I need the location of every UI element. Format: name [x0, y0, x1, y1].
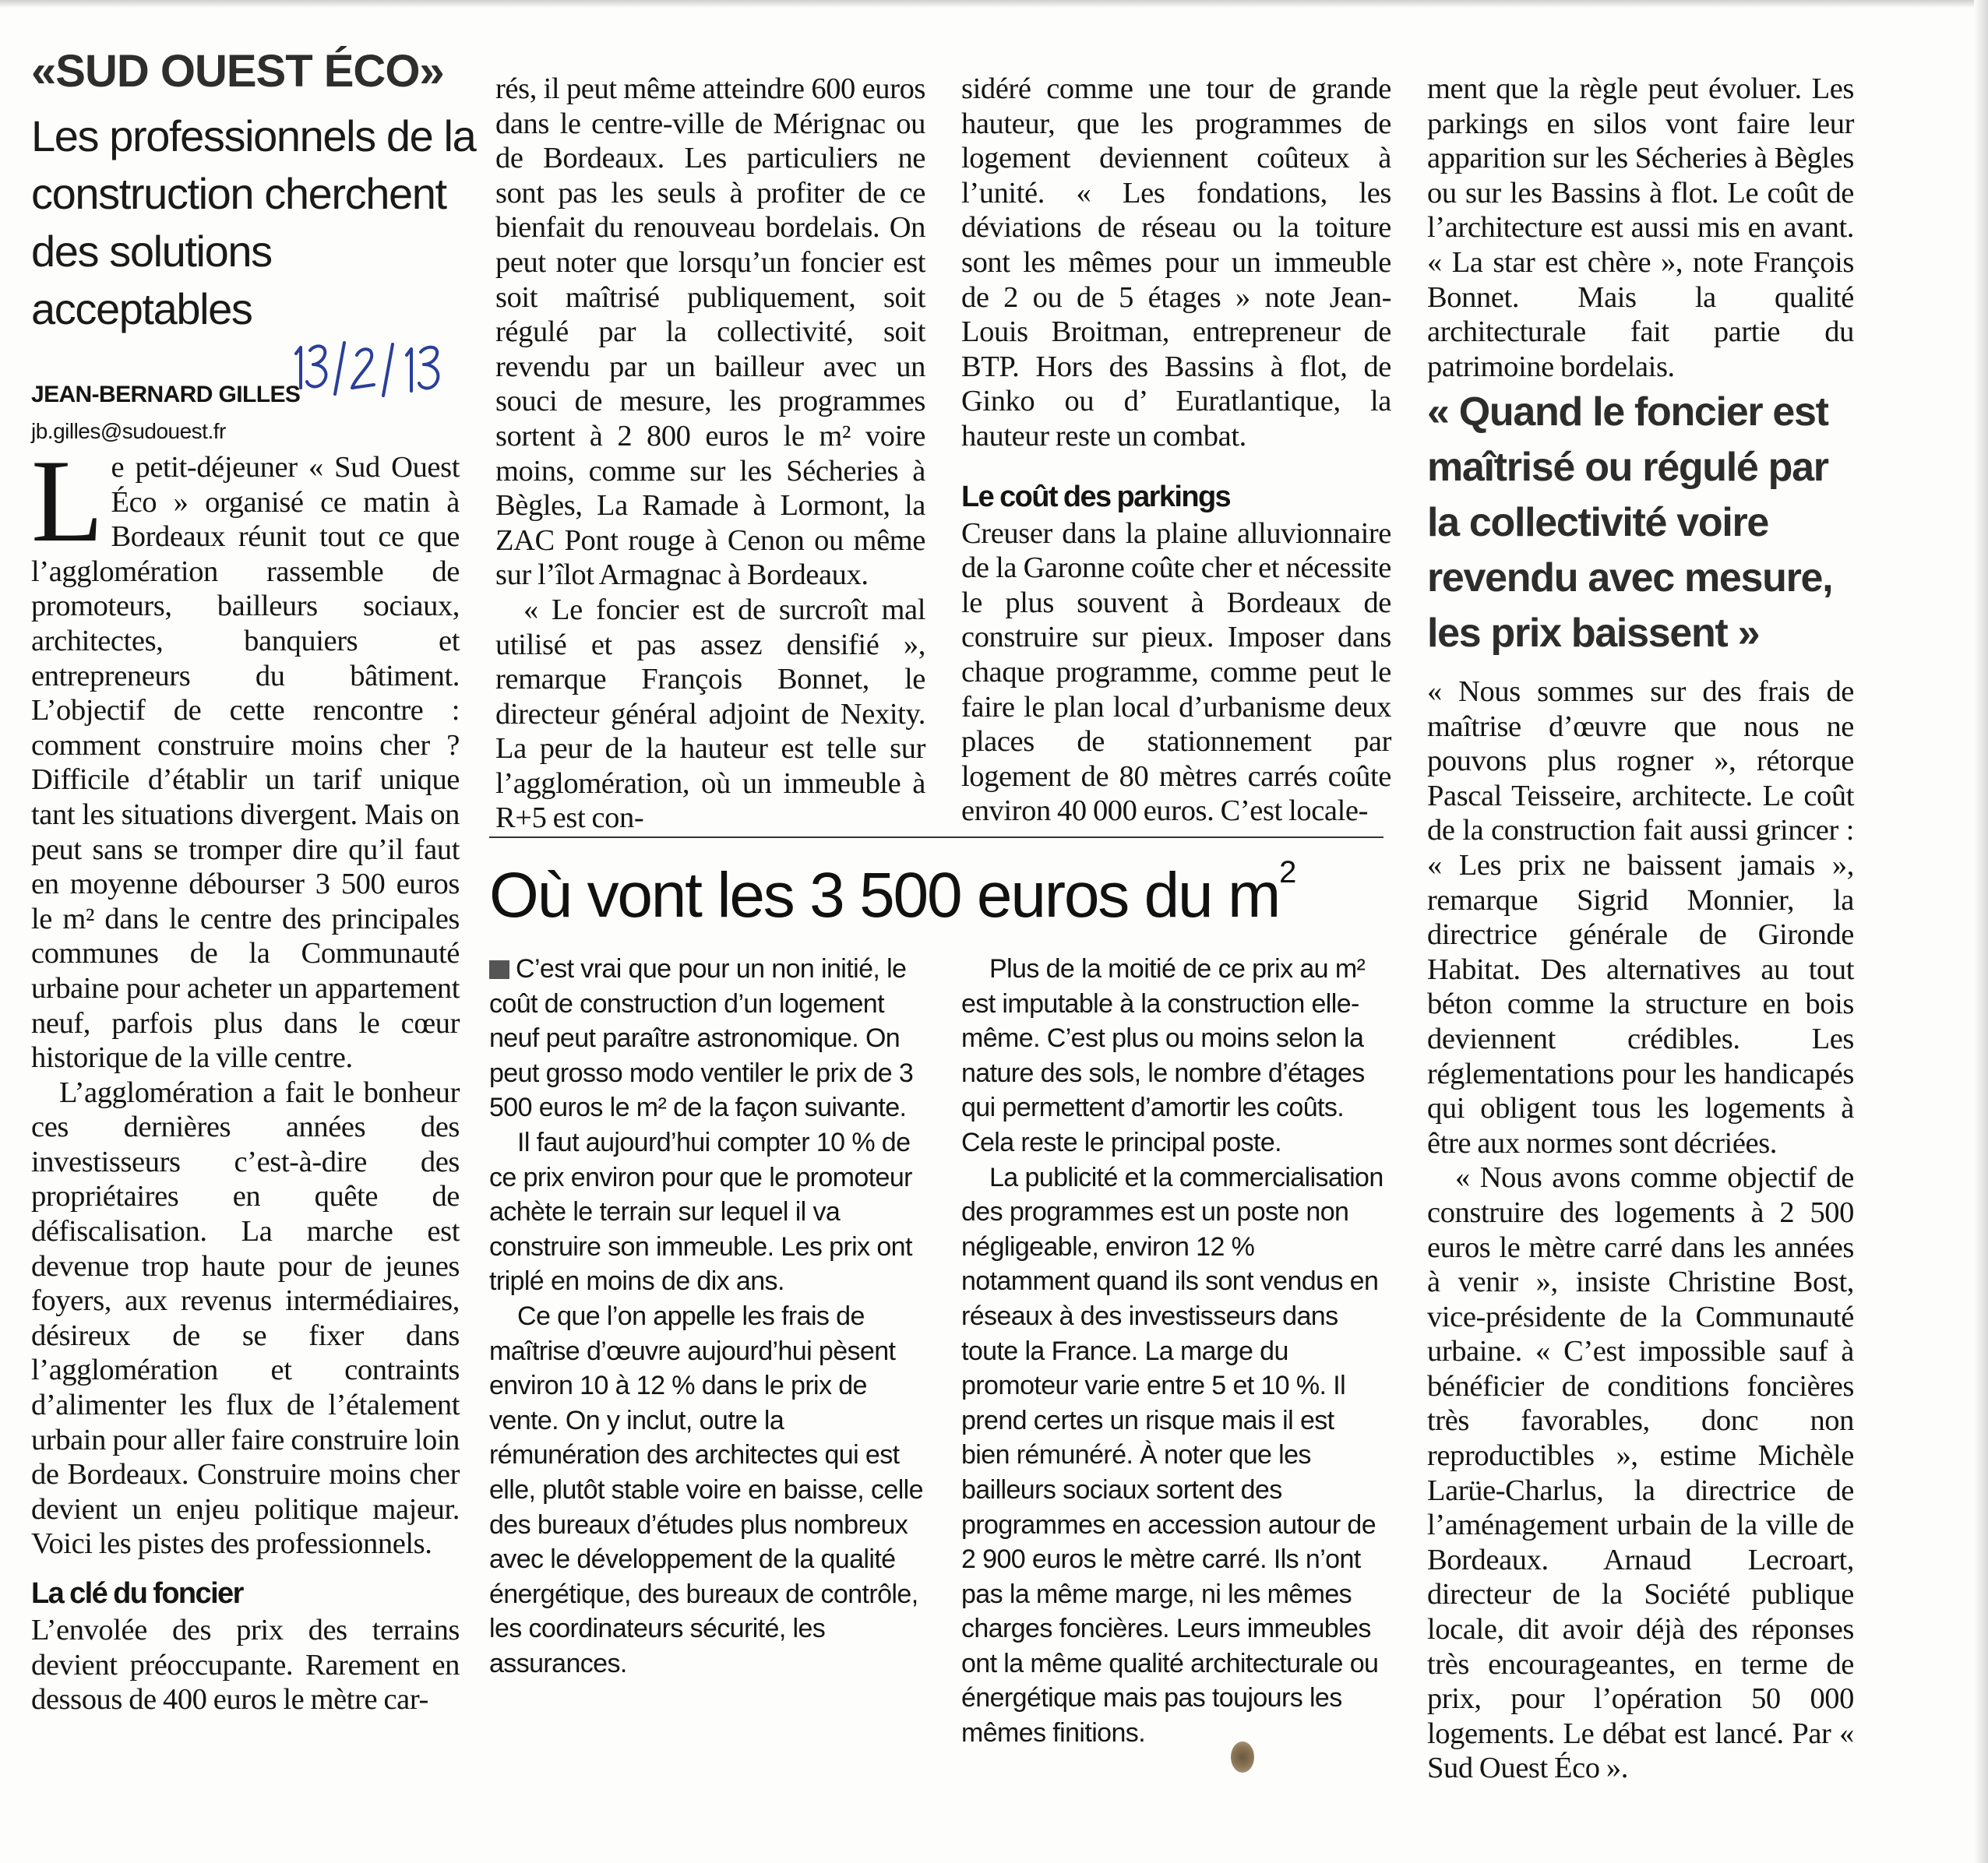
scan-top-edge — [0, 0, 1988, 8]
col1-paragraph-3: L’envolée des prix des terrains devient préoccupante. Rarement en dessous de 400 euros le mètre car- — [31, 1614, 460, 1717]
col2-paragraph-2: « Le foncier est de surcroît mal utilisé et pas assez densifié », remarque François Bonnet, le directeur général adjoint de Nexity. La peur de la hauteur est telle sur l’agglomération, où un immeuble à R+5 est con- — [495, 593, 925, 835]
column-1 — [31, 435, 460, 1717]
box-left-paragraph-3: Ce que l’on appelle les frais de maîtrise d’œuvre aujourd’hui pèsent environ 10 à 12 % dans le prix de vente. On y inclut, outre la rémunération des architectes qui est elle, plutôt stable voire en baisse, celle des bureaux d’études plus nombreux avec le développement de la qualité énergétique, des bureaux de contrôle, les coordinateurs sécurité, les assurances. — [489, 1301, 923, 1678]
box-right-paragraph-1: Plus de la moitié de ce prix au m² est imputable à la construction elle-même. C’est plus ou moins selon la nature des sols, le nombre d’étages qui permettent d’amortir les coûts. Cela reste le principal poste. — [961, 954, 1366, 1157]
drop-cap: L — [31, 435, 104, 566]
col3-paragraph-2: Creuser dans la plaine alluvionnaire de la Garonne coûte cher et nécessite le plus souvent à Bordeaux de construire sur pieux. Imposer dans chaque programme, comme peut le faire le plan local d’urbanisme deux places de stationnement par logement de 80 mètres carrés coûte environ 40 000 euros. C’est locale- — [961, 516, 1391, 828]
col2-paragraph-1: rés, il peut même atteindre 600 euros dans le centre-ville de Mérignac ou de Bordeaux. Les particuliers ne sont pas les seuls à profiter de ce bienfait du renouveau bordelais. On peut noter que lorsqu’un foncier est soit maîtrisé publiquement, soit régulé par la collectivité, soit revendu par un bailleur avec un souci de mesure, les programmes sortent à 2 800 euros le m² voire moins, comme sur les Sécheries à Bègles, La Ramade à Lormont, la ZAC Pont rouge à Cenon ou même sur l’îlot Armagnac à Bordeaux. — [495, 72, 925, 592]
scan-right-edge — [1974, 0, 1988, 1863]
subhead-foncier: La clé du foncier — [31, 1577, 243, 1610]
column-4-top — [1427, 72, 1854, 384]
box-column-left — [489, 952, 925, 1681]
handwritten-date — [290, 340, 457, 403]
column-2 — [495, 72, 925, 836]
subhead-parkings: Le coût des parkings — [961, 480, 1231, 513]
paper-stain — [1231, 1742, 1254, 1773]
bullet-square-icon — [489, 960, 509, 979]
column-4-bottom — [1427, 674, 1854, 1786]
col4-paragraph-3: « Nous avons comme objectif de construire des logements à 2 500 euros le mètre carré dans les années à venir », insiste Christine Bost, vice-présidente de la Communauté urbaine. « C’est impossible sauf à bénéficier de conditions foncières très favorables, donc non reproductibles », estime Michèle Larüe-Charlus, la directrice de l’aménagement urbain de la ville de Bordeaux. Arnaud Lecroart, directeur de la Société publique locale, dit avoir déjà des réponses très encourageantes, en terme de prix, pour l’opération 50 000 logements. Le débat est lancé. Par « Sud Ouest Éco ». — [1427, 1161, 1854, 1785]
col4-paragraph-2: « Nous sommes sur des frais de maîtrise d’œuvre que nous ne pouvons plus rogner », rétorque Pascal Teisseire, architecte. Le coût de la construction fait aussi grincer : « Les prix ne baissent jamais », remarque Sigrid Monnier, la directrice générale de Gironde Habitat. Des alternatives au tout béton comme la structure en bois deviennent crédibles. Les réglementations pour les handicapés qui obligent tous les logements à être aux normes sont décriées. — [1427, 675, 1854, 1160]
box-top-rule — [489, 836, 1383, 838]
box-left-paragraph-1: C’est vrai que pour un non initié, le coût de construction d’un logement neuf peut paraître astronomique. On peut grosso modo ventiler le prix de 3 500 euros le m² de la façon suivante. — [489, 954, 914, 1123]
column-3 — [961, 72, 1391, 829]
box-left-paragraph-2: Il faut aujourd’hui compter 10 % de ce prix environ pour que le promoteur achète le terrain sur lequel il va construire son immeuble. Les prix ont triplé en moins de dix ans. — [489, 1127, 912, 1297]
author-byline: JEAN-BERNARD GILLES — [31, 382, 301, 407]
author-email: jb.gilles@sudouest.fr — [31, 419, 226, 443]
rubric: «SUD OUEST ÉCO» — [31, 46, 444, 97]
col1-paragraph-1: e petit-déjeuner « Sud Ouest Éco » organisé ce matin à Bordeaux réunit tout ce que l’agglomération rassemble de promoteurs, bailleurs sociaux, architectes, banquiers et entrepreneurs du bâtiment. L’objectif de cette rencontre : comment construire moins cher ? Difficile d’établir un tarif unique tant les situations divergent. Mais on peut sans se tromper dire qu’il faut en moyenne débourser 3 500 euros le m² dans le centre des principales communes de la Communauté urbaine pour acheter un appartement neuf, parfois plus dans le cœur historique de la ville centre. — [31, 451, 460, 1075]
col4-paragraph-1: ment que la règle peut évoluer. Les parkings en silos vont faire leur apparition sur les Sécheries à Bègles ou sur les Bassins à flot. Le coût de l’architecture est aussi mis en avant. « La star est chère », note François Bonnet. Mais la qualité architecturale fait partie du patrimoine bordelais. — [1427, 72, 1854, 383]
col3-paragraph-1: sidéré comme une tour de grande hauteur, que les programmes de logement deviennent coûteux à l’unité. « Les fondations, les déviations de réseau ou la toiture sont les mêmes pour un immeuble de 2 ou de 5 étages » note Jean-Louis Broitman, entrepreneur de BTP. Hors des Bassins à flot, de Ginko ou d’ Euratlantique, la hauteur reste un combat. — [961, 72, 1391, 453]
box-right-paragraph-2: La publicité et la commercialisation des programmes est un poste non négligeable, environ 12 % notamment quand ils sont vendus en réseaux à des investisseurs dans toute la France. La marge du promoteur varie entre 5 et 10 %. Il prend certes un risque mais il est bien rémunéré. À noter que les bailleurs sociaux sortent des programmes en accession autour de 2 900 euros le mètre carré. Ils n’ont pas la même marge, ni les mêmes charges foncières. Leurs immeubles ont la même qualité architecturale ou énergétique mais pas toujours les mêmes finitions. — [961, 1162, 1383, 1749]
box-column-right — [961, 952, 1388, 1751]
box-title-superscript: 2 — [1279, 855, 1295, 889]
col1-paragraph-2: L’agglomération a fait le bonheur ces dernières années des investisseurs c’est-à-dire des propriétaires en quête de défiscalisation. La marche est devenue trop haute pour de jeunes foyers, aux revenus intermédiaires, désireux de se fixer dans l’agglomération et contraints d’alimenter les flux de l’étalement urbain pour aller faire construire loin de Bordeaux. Construire moins cher devient un enjeu politique majeur. Voici les pistes des professionnels. — [31, 1076, 460, 1561]
pull-quote: « Quand le foncier est maîtrisé ou régulé par la collectivité voire revendu avec mesure, les prix baissent » — [1427, 389, 1833, 656]
box-title — [489, 855, 1393, 932]
article-headline: Les professionnels de la construction cherchent des solutions acceptables — [31, 111, 476, 333]
box-title-text: Où vont les 3 500 euros du m — [489, 860, 1280, 931]
